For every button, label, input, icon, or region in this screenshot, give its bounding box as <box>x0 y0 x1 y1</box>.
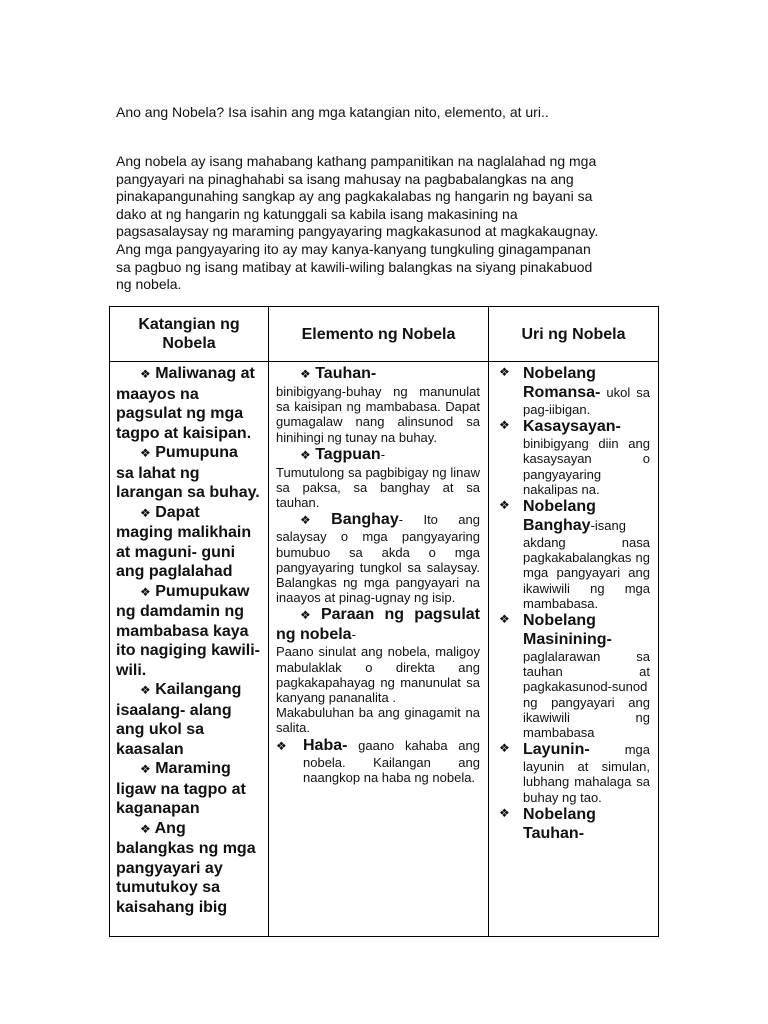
katangian-item: ❖ Pumupuna sa lahat ng larangan sa buhay. <box>116 444 260 501</box>
bullet-icon: ❖ <box>499 741 510 756</box>
bullet-icon: ❖ <box>140 584 151 599</box>
table-body-row <box>110 362 659 937</box>
intro-line: Ang mga pangyayaring ito ay may kanya-kanyang tungkuling ginagampanan <box>116 240 591 257</box>
uri-item: ❖ Nobelang Masinining- paglalarawan sa tauhan at pagkakasunod-sunod ng pangyayari ang ikawiwili ng mambabasa <box>499 612 650 741</box>
elemento-title: ❖ Paraan ng pagsulat ng nobela- <box>276 606 481 644</box>
bullet-icon: ❖ <box>499 805 510 820</box>
bullet-icon: ❖ <box>140 683 151 697</box>
intro-line: sa pagbuo ng isang matibay at kawili-wiling balangkas na siyang pinakabuod <box>116 258 593 275</box>
bullet-icon: ❖ <box>300 513 311 528</box>
katangian-item: ❖ Maliwanag at maayos na pagsulat ng mga tagpo at kaisipan. <box>116 365 255 442</box>
katangian-item: ❖ Kailangang isaalang- alang ang ukol sa kaasalan <box>116 681 242 758</box>
bullet-icon: ❖ <box>300 447 311 462</box>
uri-item: ❖ Layunin- mga layunin at simulan, lubhang mahalaga sa buhay ng tao. <box>499 741 650 805</box>
intro-line: Ang nobela ay isang mahabang kathang pampanitikan na naglalahad ng mga <box>116 153 597 169</box>
elemento-haba: ❖ Haba- gaano kahaba ang nobela. Kailangan ang naangkop na haba ng nobela. <box>276 736 480 785</box>
question-heading: Ano ang Nobela? Isa isahin ang mga katangian nito, elemento, at uri.. <box>116 104 549 120</box>
elemento-desc: Makabuluhan ba ang ginagamit na salita. <box>276 705 480 736</box>
bullet-icon: ❖ <box>276 738 287 753</box>
header-uri: Uri ng Nobela <box>489 307 659 362</box>
intro-line: pinakapangunahing sangkap ay ang pagkakalabas ng hangarin ng bayani sa <box>116 188 593 205</box>
intro-line: pagsasalaysay ng maraming pangyayaring magkakasunod at magkakaugnay. <box>116 223 599 240</box>
intro-paragraph <box>116 153 656 294</box>
elemento-cell <box>269 362 489 937</box>
intro-line: pangyayari na pinaghahabi sa isang mahusay na pagbabalangkas na ang <box>116 170 574 187</box>
bullet-icon: ❖ <box>300 367 311 381</box>
intro-line: dako at ng hangarin ng katunggali sa kabila isang makasining na <box>116 205 518 222</box>
bullet-icon: ❖ <box>499 498 510 513</box>
bullet-icon: ❖ <box>499 365 510 379</box>
bullet-icon: ❖ <box>140 821 151 836</box>
header-elemento: Elemento ng Nobela <box>269 307 489 362</box>
bullet-icon: ❖ <box>140 505 151 520</box>
bullet-icon: ❖ <box>499 612 510 627</box>
bullet-icon: ❖ <box>140 762 151 776</box>
uri-item: ❖ Nobelang Tauhan- <box>499 805 596 842</box>
elemento-desc: Tumutulong sa pagbibigay ng linaw sa paksa, sa banghay at sa tauhan. <box>276 464 480 511</box>
katangian-item: ❖ Pumupukaw ng damdamin ng mambabasa kaya ito nagiging kawili-wili. <box>116 582 260 679</box>
bullet-icon: ❖ <box>300 608 311 623</box>
bullet-icon: ❖ <box>140 367 151 381</box>
table-header-row <box>110 307 659 362</box>
katangian-item: ❖ Maraming ligaw na tagpo at kaganapan <box>116 760 246 817</box>
katangian-item: ❖ Dapat maging malikhain at maguni- guni ang paglalahad <box>116 503 252 580</box>
nobela-table <box>109 306 659 937</box>
uri-item: ❖ Nobelang Banghay-isang akdang nasa pagkakabalangkas ng mga pangyayari ang ikawiwili ng mga mambabasa. <box>499 498 650 611</box>
uri-cell <box>489 362 659 937</box>
elemento-desc: binibigyang-buhay ng manunulat sa kaisipan ng mambabasa. Dapat gumagalaw nang alinsunod sa hinihingi ng tunay na buhay. <box>276 384 480 445</box>
elemento-title: ❖ Tauhan- <box>300 365 377 382</box>
bullet-icon: ❖ <box>499 418 510 433</box>
elemento-banghay: ❖ Banghay- Ito ang salaysay o mga pangyayaring bumubuo sa akda o mga pangyayaring tungkol sa salaysay. Balangkas ng mga pangyayari na inaayos at pinag-ugnay ng isip. <box>276 511 480 606</box>
katangian-cell <box>110 362 269 937</box>
elemento-title: ❖ Tagpuan- <box>300 445 386 463</box>
intro-line: ng nobela. <box>116 276 182 293</box>
elemento-desc: Paano sinulat ang nobela, maligoy mabulaklak o direkta ang pagkakapahayag ng manunulat sa kanyang pananalita . <box>276 644 480 706</box>
katangian-item: ❖ Ang balangkas ng mga pangyayari ay tumutukoy sa kaisahang ibig <box>116 819 256 916</box>
uri-item: ❖ Kasaysayan- binibigyang diin ang kasaysayan o pangyayaring nakalipas na. <box>499 418 650 497</box>
header-katangian: Katangian ng Nobela <box>110 307 269 362</box>
uri-item: ❖ Nobelang Romansa- ukol sa pag-iibigan. <box>499 365 650 417</box>
bullet-icon: ❖ <box>140 446 151 460</box>
